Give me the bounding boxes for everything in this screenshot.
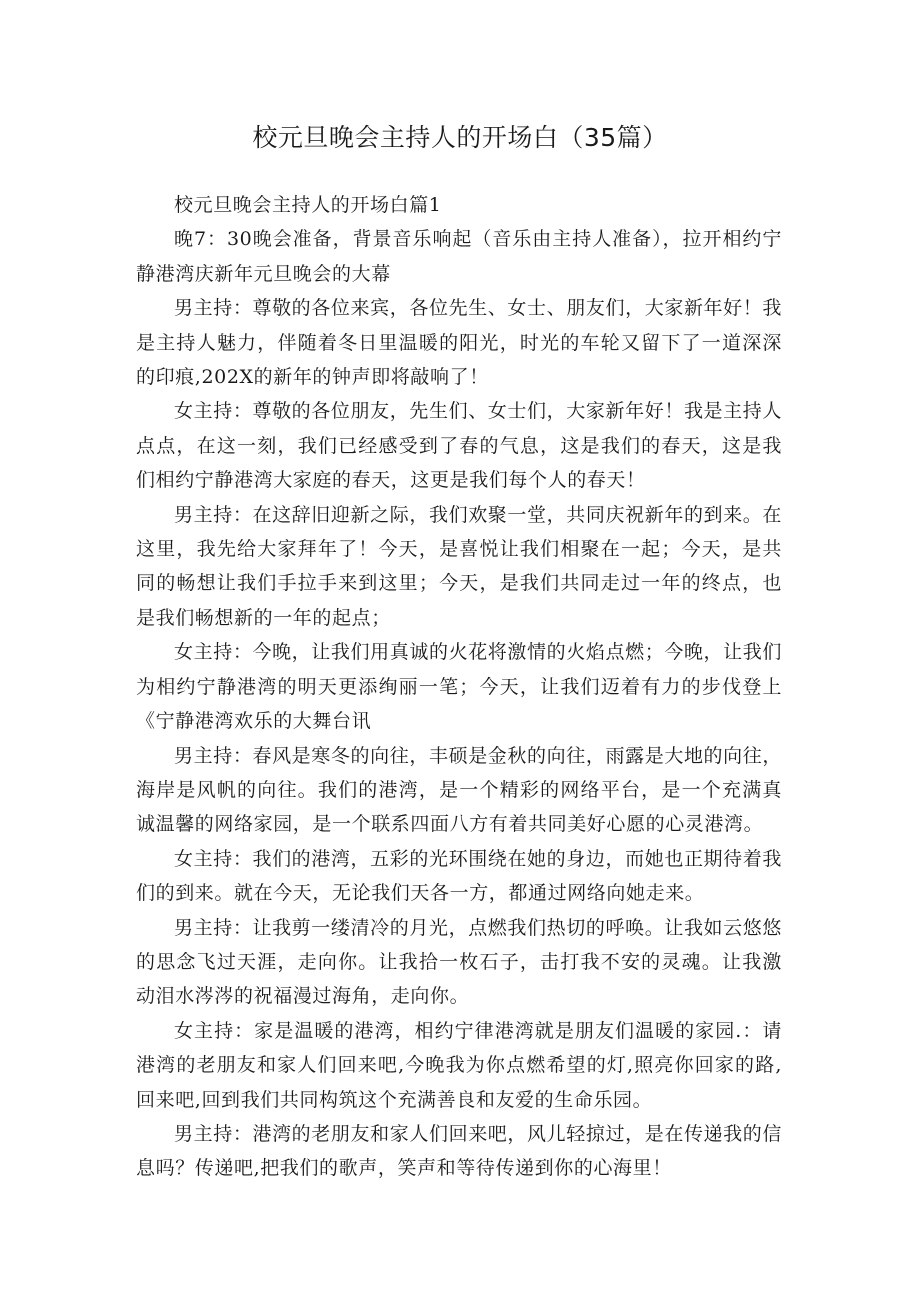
document-body <box>136 188 782 1186</box>
document-title: 校元旦晚会主持人的开场白（35篇） <box>252 123 668 152</box>
paragraph-male-host-5: 男主持：港湾的老朋友和家人们回来吧，风儿轻掠过，是在传递我的信息吗？传递吧,把我们的歌声，笑声和等待传递到你的心海里！ <box>136 1122 782 1180</box>
paragraph-female-host-4: 女主持：家是温暖的港湾，相约宁律港湾就是朋友们温暖的家园.：请港湾的老朋友和家人们回来吧,今晚我为你点燃希望的灯,照亮你回家的路,回来吧,回到我们共同构筑这个充满善良和友爱的生命乐园。 <box>136 1019 782 1111</box>
paragraph-female-host-3: 女主持：我们的港湾，五彩的光环围绕在她的身边，而她也正期待着我们的到来。就在今天，无论我们天各一方，都通过网络向她走来。 <box>136 847 782 905</box>
paragraph-female-host-2: 女主持：今晚，让我们用真诚的火花将激情的火焰点燃；今晚，让我们为相约宁静港湾的明天更添绚丽一笔；今天，让我们迈着有力的步伐登上《宁静港湾欢乐的大舞台讯 <box>136 641 782 733</box>
paragraph-female-host-1: 女主持：尊敬的各位朋友，先生们、女士们，大家新年好！我是主持人点点，在这一刻，我们已经感受到了春的气息，这是我们的春天，这是我们相约宁静港湾大家庭的春天，这更是我们每个人的春天！ <box>136 400 782 492</box>
paragraph-section-heading: 校元旦晚会主持人的开场白篇1 <box>174 194 442 216</box>
paragraph-male-host-4: 男主持：让我剪一缕清冷的月光，点燃我们热切的呼唤。让我如云悠悠的思念飞过天涯，走向你。让我拾一枚石子，击打我不安的灵魂。让我激动泪水涔涔的祝福漫过海角，走向你。 <box>136 916 782 1008</box>
paragraph-male-host-1: 男主持：尊敬的各位来宾，各位先生、女士、朋友们，大家新年好！我是主持人魅力，伴随着冬日里温暖的阳光，时光的车轮又留下了一道深深的印痕,202X的新年的钟声即将敲响了！ <box>136 297 782 389</box>
paragraph-male-host-2: 男主持：在这辞旧迎新之际，我们欢聚一堂，共同庆祝新年的到来。在这里，我先给大家拜年了！今天，是喜悦让我们相聚在一起；今天，是共同的畅想让我们手拉手来到这里；今天，是我们共同走过一年的终点，也是我们畅想新的一年的起点； <box>136 503 782 629</box>
paragraph-stage-direction: 晚7：30晚会准备，背景音乐响起（音乐由主持人准备），拉开相约宁静港湾庆新年元旦晚会的大幕 <box>136 228 782 285</box>
paragraph-male-host-3: 男主持：春风是寒冬的向往，丰硕是金秋的向往，雨露是大地的向往，海岸是风帆的向往。我们的港湾，是一个精彩的网络平台，是一个充满真诚温馨的网络家园，是一个联系四面八方有着共同美好心愿的心灵港湾。 <box>136 744 782 836</box>
